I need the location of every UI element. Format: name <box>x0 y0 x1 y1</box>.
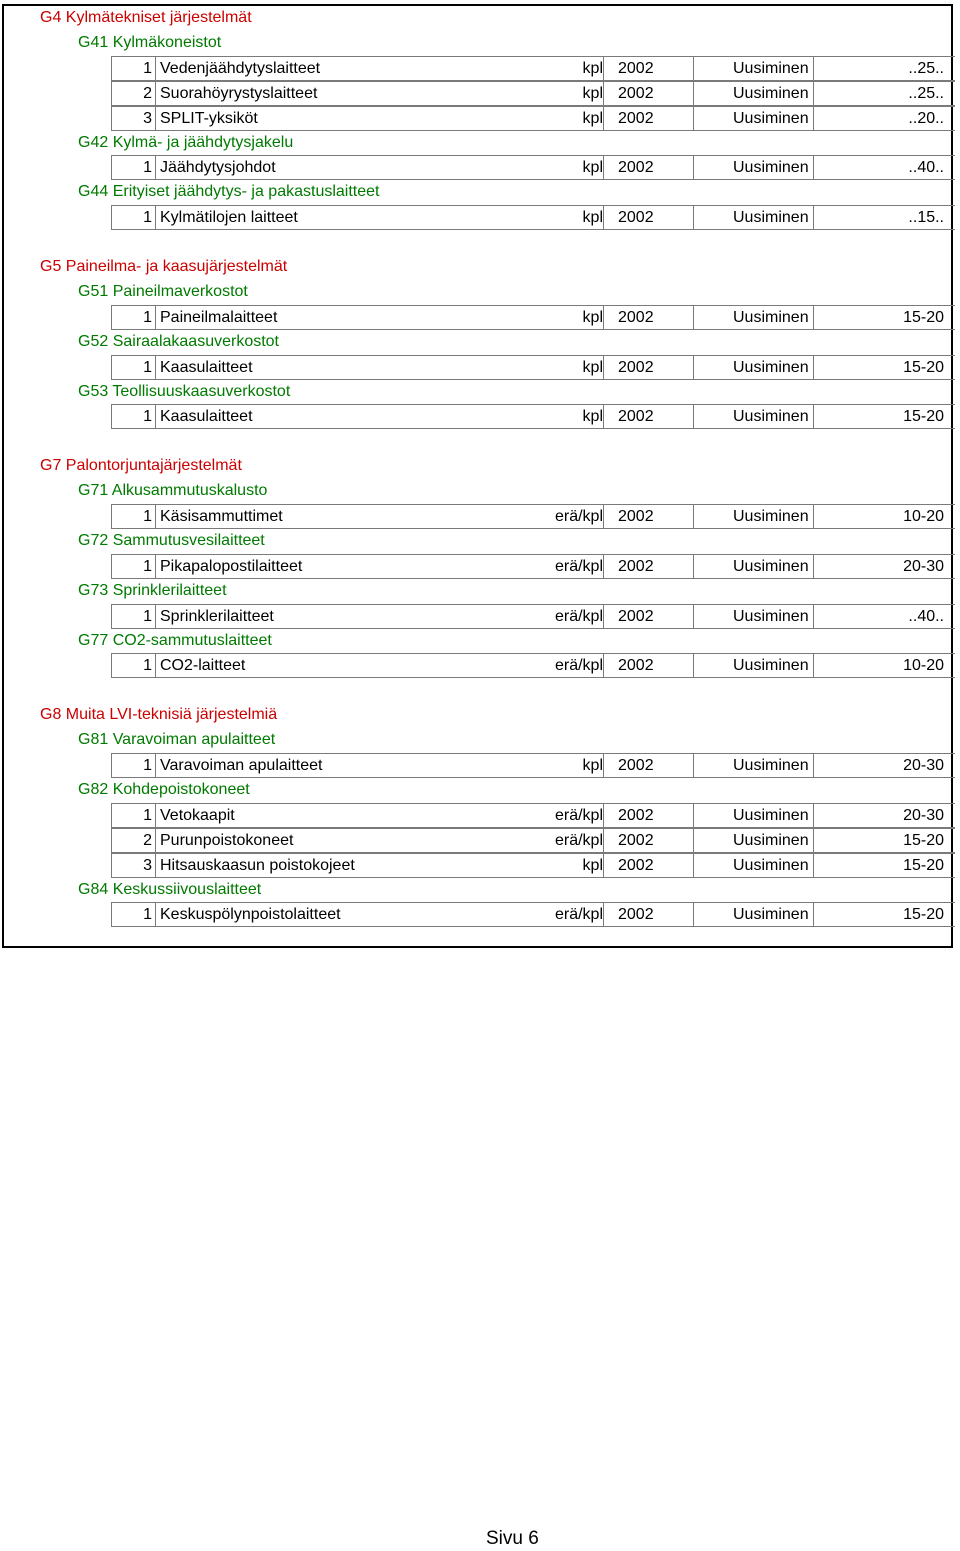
item-action: Uusiminen <box>733 358 809 376</box>
table-row <box>111 355 955 380</box>
item-lifespan: ..25.. <box>908 59 944 77</box>
item-lifespan: 15-20 <box>903 906 944 924</box>
item-year: 2002 <box>618 757 654 774</box>
subgroup-title: G84 Keskussiivouslaitteet <box>78 880 262 898</box>
subgroup-title: G42 Kylmä- ja jäähdytysjakelu <box>78 133 294 151</box>
row-number: 1 <box>112 654 156 677</box>
group-title: G8 Muita LVI-teknisiä järjestelmiä <box>40 706 278 724</box>
item-action: Uusiminen <box>733 757 809 774</box>
item-unit: erä/kpl <box>554 607 603 625</box>
item-lifespan: ..40.. <box>908 607 944 625</box>
item-lifespan: 20-30 <box>903 806 944 824</box>
item-year: 2002 <box>618 209 654 227</box>
subgroup-title: G77 CO2-sammutuslaitteet <box>78 631 272 649</box>
table-row <box>111 305 955 330</box>
row-number: 1 <box>112 206 156 229</box>
item-year: 2002 <box>618 109 654 127</box>
item-name: Jäähdytysjohdot <box>160 159 276 177</box>
row-number: 1 <box>112 505 156 528</box>
table-row <box>111 653 955 678</box>
item-name: Paineilmalaitteet <box>160 308 278 326</box>
item-name: Kylmätilojen laitteet <box>160 209 298 227</box>
item-lifespan: 15-20 <box>903 358 944 376</box>
item-action: Uusiminen <box>733 508 809 525</box>
item-unit: erä/kpl <box>554 906 603 924</box>
item-name: Käsisammuttimet <box>160 508 283 525</box>
table-row <box>111 902 955 927</box>
row-number: 2 <box>112 82 156 105</box>
table-row <box>111 803 955 828</box>
item-year: 2002 <box>618 358 654 376</box>
item-name: Purunpoistokoneet <box>160 831 294 849</box>
item-lifespan: 10-20 <box>903 508 944 525</box>
subgroup-title: G51 Paineilmaverkostot <box>78 282 248 300</box>
row-number: 1 <box>112 306 156 329</box>
row-number: 1 <box>112 57 156 80</box>
item-unit: erä/kpl <box>554 806 603 824</box>
item-unit: erä/kpl <box>554 508 603 525</box>
item-lifespan: ..25.. <box>908 84 944 102</box>
item-year: 2002 <box>618 159 654 177</box>
row-number: 1 <box>112 555 156 578</box>
item-name: Varavoiman apulaitteet <box>160 757 323 774</box>
item-unit: kpl <box>582 408 603 426</box>
item-action: Uusiminen <box>733 159 809 177</box>
table-row <box>111 404 955 429</box>
item-name: Vetokaapit <box>160 806 235 824</box>
item-lifespan: 15-20 <box>903 856 944 874</box>
item-unit: kpl <box>582 856 603 874</box>
item-year: 2002 <box>618 831 654 849</box>
item-unit: kpl <box>582 84 603 102</box>
item-action: Uusiminen <box>733 657 809 675</box>
subgroup-title: G52 Sairaalakaasuverkostot <box>78 332 279 350</box>
item-unit: kpl <box>582 209 603 227</box>
row-number: 1 <box>112 804 156 827</box>
item-year: 2002 <box>618 84 654 102</box>
item-lifespan: 20-30 <box>903 757 944 774</box>
item-action: Uusiminen <box>733 607 809 625</box>
item-name: Pikapalopostilaitteet <box>160 557 303 575</box>
item-name: Kaasulaitteet <box>160 408 253 426</box>
row-number: 3 <box>112 107 156 130</box>
item-year: 2002 <box>618 657 654 675</box>
item-lifespan: 15-20 <box>903 408 944 426</box>
item-year: 2002 <box>618 906 654 924</box>
item-action: Uusiminen <box>733 408 809 426</box>
item-name: Sprinklerilaitteet <box>160 607 274 625</box>
item-action: Uusiminen <box>733 831 809 849</box>
subgroup-title: G41 Kylmäkoneistot <box>78 33 222 51</box>
item-action: Uusiminen <box>733 84 809 102</box>
subgroup-title: G82 Kohdepoistokoneet <box>78 780 250 798</box>
item-action: Uusiminen <box>733 308 809 326</box>
item-name: Vedenjäähdytyslaitteet <box>160 59 321 77</box>
group-title: G7 Palontorjuntajärjestelmät <box>40 457 242 475</box>
item-action: Uusiminen <box>733 109 809 127</box>
item-year: 2002 <box>618 59 654 77</box>
item-year: 2002 <box>618 557 654 575</box>
subgroup-title: G81 Varavoiman apulaitteet <box>78 731 276 749</box>
table-row <box>111 504 955 529</box>
item-lifespan: 15-20 <box>903 308 944 326</box>
item-year: 2002 <box>618 856 654 874</box>
item-unit: erä/kpl <box>554 657 603 675</box>
item-year: 2002 <box>618 806 654 824</box>
item-name: SPLIT-yksiköt <box>160 109 258 127</box>
item-lifespan: 10-20 <box>903 657 944 675</box>
item-action: Uusiminen <box>733 806 809 824</box>
item-unit: erä/kpl <box>554 557 603 575</box>
row-number: 1 <box>112 754 156 777</box>
subgroup-title: G71 Alkusammutuskalusto <box>78 482 268 500</box>
subgroup-title: G72 Sammutusvesilaitteet <box>78 531 265 549</box>
table-row <box>111 828 955 853</box>
table-row <box>111 155 955 180</box>
subgroup-title: G53 Teollisuuskaasuverkostot <box>78 382 291 400</box>
row-number: 1 <box>112 156 156 179</box>
item-unit: erä/kpl <box>554 831 603 849</box>
item-action: Uusiminen <box>733 59 809 77</box>
item-year: 2002 <box>618 408 654 426</box>
item-unit: kpl <box>582 308 603 326</box>
table-row <box>111 753 955 778</box>
row-number: 1 <box>112 605 156 628</box>
page-footer: Sivu 6 <box>486 1528 539 1549</box>
item-unit: kpl <box>582 358 603 376</box>
item-unit: kpl <box>582 59 603 77</box>
table-row <box>111 604 955 629</box>
table-row <box>111 853 955 878</box>
item-name: Kaasulaitteet <box>160 358 253 376</box>
item-action: Uusiminen <box>733 557 809 575</box>
row-number: 1 <box>112 356 156 379</box>
item-lifespan: ..15.. <box>908 209 944 227</box>
item-action: Uusiminen <box>733 906 809 924</box>
item-unit: kpl <box>582 757 603 774</box>
row-number: 3 <box>112 854 156 877</box>
item-year: 2002 <box>618 508 654 525</box>
item-name: Keskuspölynpoistolaitteet <box>160 906 341 924</box>
table-row <box>111 56 955 81</box>
group-title: G5 Paineilma- ja kaasujärjestelmät <box>40 258 288 275</box>
item-name: CO2-laitteet <box>160 657 246 675</box>
item-unit: kpl <box>582 159 603 177</box>
table-row <box>111 81 955 106</box>
item-year: 2002 <box>618 308 654 326</box>
item-action: Uusiminen <box>733 209 809 227</box>
item-name: Suorahöyrystyslaitteet <box>160 84 318 102</box>
item-lifespan: ..20.. <box>908 109 944 127</box>
table-row <box>111 554 955 579</box>
subgroup-title: G44 Erityiset jäähdytys- ja pakastuslaitteet <box>78 183 380 201</box>
table-row <box>111 106 955 131</box>
row-number: 2 <box>112 829 156 852</box>
table-row <box>111 205 955 230</box>
item-lifespan: 20-30 <box>903 557 944 575</box>
item-name: Hitsauskaasun poistokojeet <box>160 856 355 874</box>
subgroup-title: G73 Sprinklerilaitteet <box>78 581 227 599</box>
item-action: Uusiminen <box>733 856 809 874</box>
row-number: 1 <box>112 903 156 926</box>
row-number: 1 <box>112 405 156 428</box>
item-lifespan: 15-20 <box>903 831 944 849</box>
item-year: 2002 <box>618 607 654 625</box>
group-title: G4 Kylmätekniset järjestelmät <box>40 9 252 26</box>
item-unit: kpl <box>582 109 603 127</box>
item-lifespan: ..40.. <box>908 159 944 177</box>
